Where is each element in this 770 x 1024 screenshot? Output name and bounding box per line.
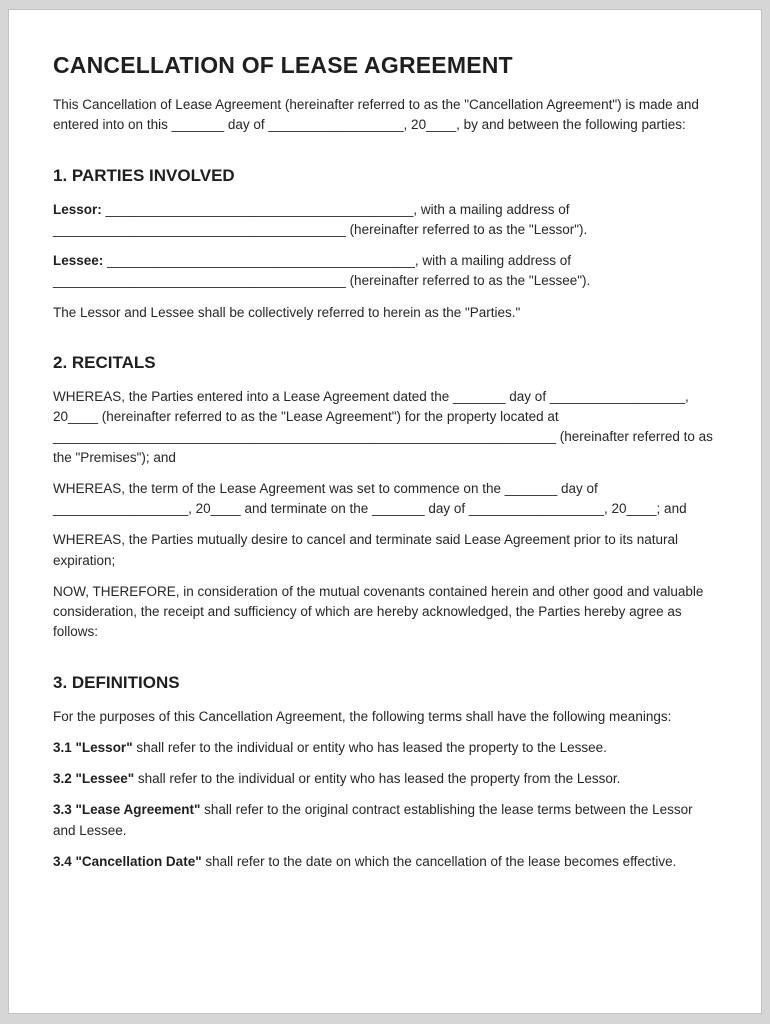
lessee-paragraph xyxy=(53,251,717,292)
definition-lessor-term: 3.1 "Lessor" xyxy=(53,739,133,755)
recitals-whereas-1: WHEREAS, the Parties entered into a Lease Agreement dated the _______ day of __________________, 20____ (hereinafter referred to as the "Lease Agreement") for the property located at ___________________________________________________________________ (hereinafter referred to as the "Premises"); and xyxy=(53,388,713,465)
document-content xyxy=(9,10,761,923)
definition-item-cancellation-date xyxy=(53,852,717,872)
document-page xyxy=(8,9,762,1014)
definition-item-lessor xyxy=(53,738,717,758)
section-recitals-heading: 2. RECITALS xyxy=(53,352,156,372)
lessor-paragraph xyxy=(53,200,717,241)
recitals-now-therefore: NOW, THEREFORE, in consideration of the mutual covenants contained herein and other good and valuable consideration, the receipt and sufficiency of which are hereby acknowledged, the Parties hereby agree as follows: xyxy=(53,583,704,640)
recitals-whereas-3: WHEREAS, the Parties mutually desire to cancel and terminate said Lease Agreement prior to its natural expiration; xyxy=(53,532,679,568)
section-parties-heading: 1. PARTIES INVOLVED xyxy=(53,165,235,185)
lessor-blank-text: _________________________________________, with a mailing address of _______________________________________ (hereinafter referred to as the "Lessor"). xyxy=(53,201,588,237)
document-title: CANCELLATION OF LEASE AGREEMENT xyxy=(53,52,513,78)
lessor-label: Lessor: xyxy=(53,201,102,217)
definition-lessee-text: shall refer to the individual or entity who has leased the property from the Lessor. xyxy=(137,771,621,786)
definitions-intro: For the purposes of this Cancellation Agreement, the following terms shall have the following meanings: xyxy=(53,708,672,724)
recitals-whereas-2: WHEREAS, the term of the Lease Agreement was set to commence on the _______ day of __________________, 20____ and terminate on the _______ day of __________________, 20____; and xyxy=(53,480,687,516)
intro-paragraph: This Cancellation of Lease Agreement (hereinafter referred to as the "Cancellation Agreement") is made and entered into on this _______ day of __________________, 20____, by and between the following parties: xyxy=(53,97,699,133)
definition-lease-agreement-text: shall refer to the original contract establishing the lease terms between the Lessor and Lessee. xyxy=(53,802,693,838)
definition-cancellation-date-text: shall refer to the date on which the cancellation of the lease becomes effective. xyxy=(205,853,677,869)
definition-lessee-term: 3.2 "Lessee" xyxy=(53,771,135,786)
parties-collective-paragraph: The Lessor and Lessee shall be collectively referred to herein as the "Parties." xyxy=(53,304,521,320)
lessee-label: Lessee: xyxy=(53,253,104,268)
section-definitions-heading: 3. DEFINITIONS xyxy=(53,672,180,692)
definition-lease-agreement-term: 3.3 "Lease Agreement" xyxy=(53,802,201,818)
definition-item-lessee xyxy=(53,769,717,789)
definition-item-lease-agreement xyxy=(53,800,717,841)
lessee-blank-text: _________________________________________, with a mailing address of _______________________________________ (hereinafter referred to as the "Lessee"). xyxy=(53,253,591,289)
definition-lessor-text: shall refer to the individual or entity who has leased the property to the Lessee. xyxy=(136,739,607,755)
definition-cancellation-date-term: 3.4 "Cancellation Date" xyxy=(53,853,202,869)
